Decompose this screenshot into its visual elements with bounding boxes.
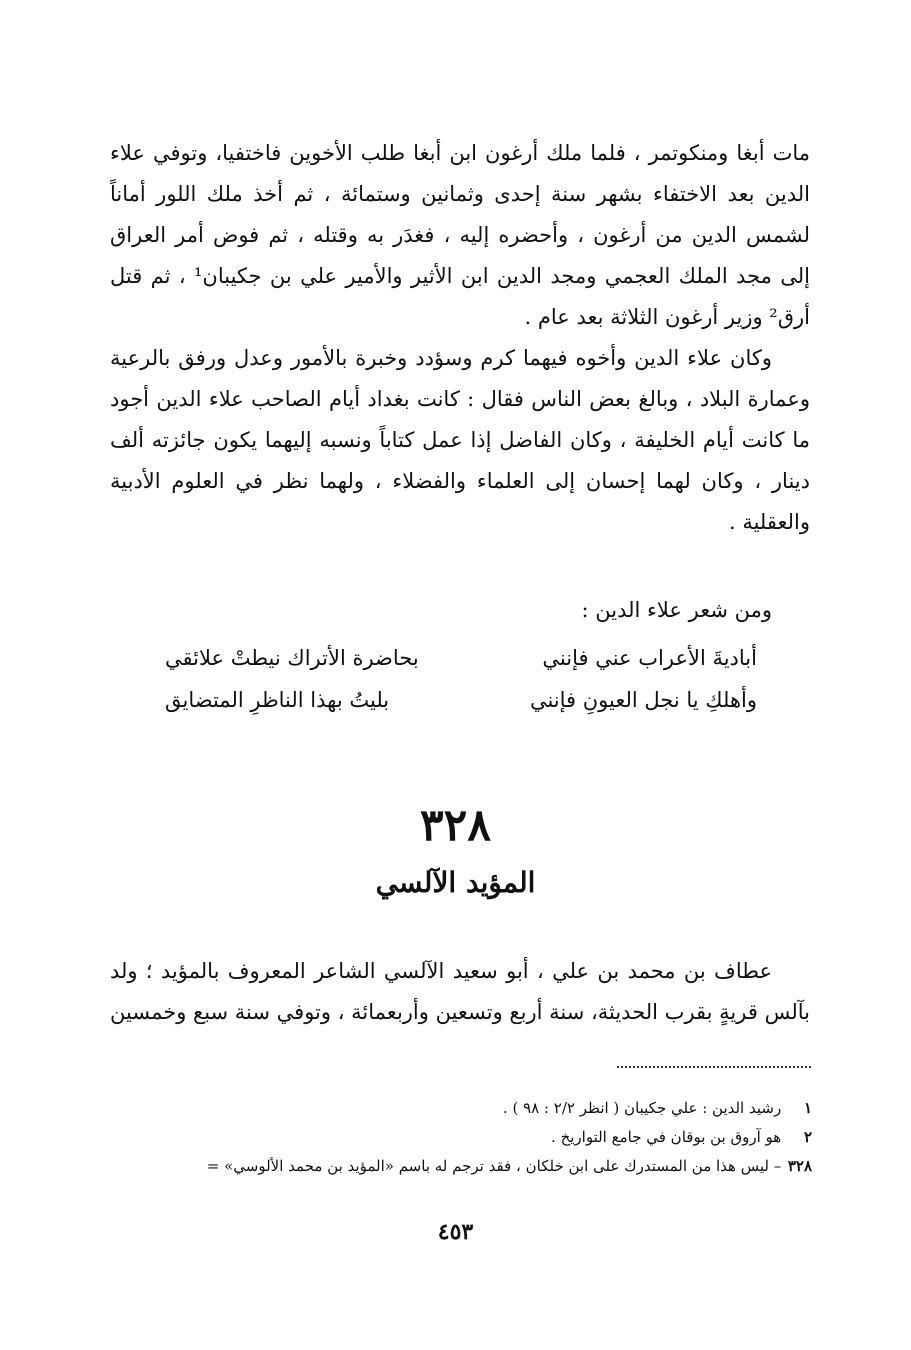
footnote-1-text: رشيد الدين : علي جكيبان ( انظر ٢/٢ : ٩٨ ) . xyxy=(502,1099,782,1117)
footnote-328 xyxy=(110,1152,812,1181)
poem-verse-2-first-hemistich: وأهلكِ يا نجل العيونِ فإنني xyxy=(529,688,757,712)
poem-verse-1 xyxy=(165,636,757,680)
poem-verse-2-second-hemistich: بليتُ بهذا الناظرِ المتضايق xyxy=(165,688,390,712)
paragraph-shams-al-din: مات أبغا ومنكوتمر ، فلما ملك أرغون ابن أبغا طلب الأخوين فاختفيا، وتوفي علاء الدين بعد الاختفاء بشهر سنة إحدى وثمانين وستمائة ، ثم أخذ ملك اللور أماناً لشمس الدين من أرغون ، وأحضره إليه ، فغدَر به وقتله ، ثم فوض أمر العراق إلى مجد الملك العجمي ومجد الدين ابن الأثير والأمير علي بن جكيبان¹ ، ثم قتل أرق² وزير أرغون الثلاثة بعد عام . xyxy=(110,141,810,329)
footnote-2-text: هو آروق بن بوقان في جامع التواريخ . xyxy=(551,1128,782,1146)
footnote-1 xyxy=(110,1094,812,1123)
paragraph-ala-al-din-virtues: وكان علاء الدين وأخوه فيهما كرم وسؤدد وخبرة بالأمور وعدل ورفق بالرعية وعمارة البلاد ، وبالغ بعض الناس فقال : كانت بغداد أيام الصاحب علاء الدين أجود ما كانت أيام الخليفة ، وكان الفاضل إذا عمل كتاباً ونسبه إليهما يكون جائزته ألف دينار ، وكان لهما إحسان إلى العلماء والفضلاء ، ولهما نظر في العلوم الأدبية والعقلية . xyxy=(110,346,810,534)
poem-verse-1-first-hemistich: أباديةَ الأعراب عني فإنني xyxy=(542,646,757,670)
footnote-2-number: ٢ xyxy=(803,1128,812,1146)
footnotes xyxy=(110,1094,812,1181)
poem-verse-1-second-hemistich: بحاضرة الأتراك نيطتْ علائقي xyxy=(165,646,419,670)
footnote-1-number: ١ xyxy=(803,1099,812,1117)
entry-title: المؤيد الآلسي xyxy=(375,866,536,899)
footnote-328-text: – ليس هذا من المستدرك على ابن خلكان ، فقد ترجم له باسم «المؤيد بن محمد الألوسي» = xyxy=(206,1157,782,1175)
top-paragraphs xyxy=(110,133,810,543)
footnote-divider xyxy=(617,1066,811,1068)
poem-verse-2 xyxy=(165,678,757,722)
poem-intro: ومن شعر علاء الدين : xyxy=(581,598,772,622)
paragraph-attaf-biography: عطاف بن محمد بن علي ، أبو سعيد الآلسي الشاعر المعروف بالمؤيد ؛ ولد بآلس قريةٍ بقرب الحديثة، سنة أربع وتسعين وأربعمائة ، وتوفي سنة سبع وخمسين xyxy=(110,959,810,1024)
bottom-paragraphs xyxy=(110,951,810,1033)
footnote-328-number: ٣٢٨ xyxy=(787,1157,812,1175)
entry-number: ٣٢٨ xyxy=(420,800,491,851)
footnote-2 xyxy=(110,1123,812,1152)
page-number: ٤٥٣ xyxy=(437,1219,474,1245)
